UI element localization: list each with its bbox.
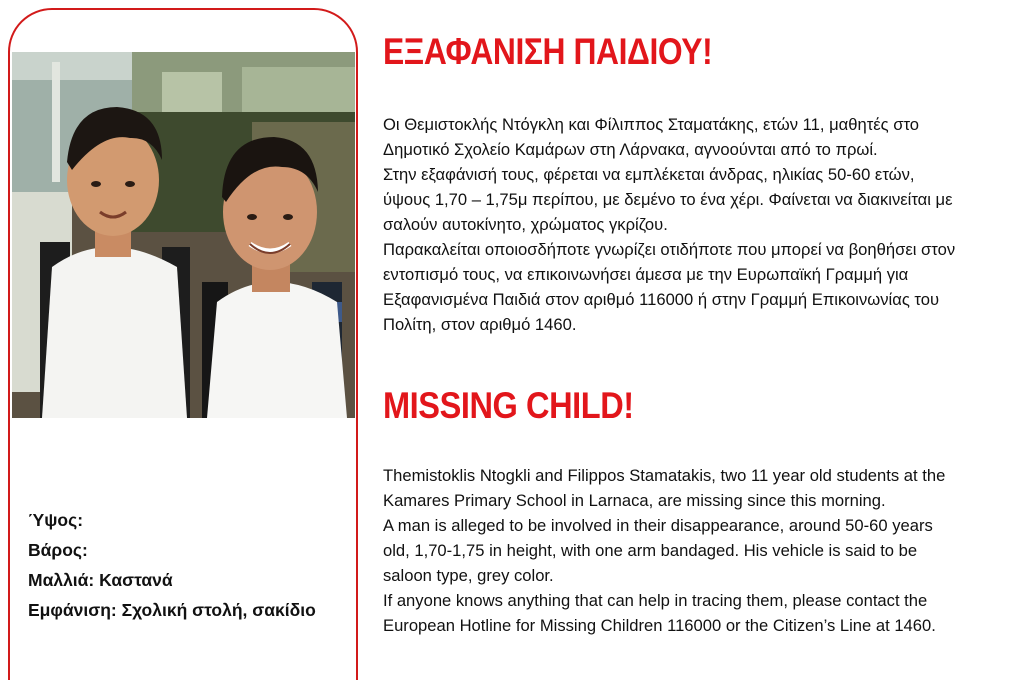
english-line: Kamares Primary School in Larnaca, are missing since this morning. xyxy=(383,491,886,510)
greek-headline: ΕΞΑΦΑΝΙΣΗ ΠΑΙΔΙΟΥ! xyxy=(383,31,713,72)
english-line: If anyone knows anything that can help in tracing them, please contact the xyxy=(383,591,928,610)
english-line: European Hotline for Missing Children 116000 or the Citizen’s Line at 1460. xyxy=(383,616,936,635)
english-line: saloon type, grey color. xyxy=(383,566,554,585)
greek-line: σαλούν αυτοκίνητο, χρώματος γκρίζου. xyxy=(383,215,668,234)
greek-line: Στην εξαφάνισή τους, φέρεται να εμπλέκεται άνδρας, ηλικίας 50-60 ετών, xyxy=(383,165,915,184)
greek-line: Οι Θεμιστοκλής Ντόγκλη και Φίλιππος Σταματάκης, ετών 11, μαθητές στο xyxy=(383,115,920,134)
greek-line: ύψους 1,70 – 1,75μ περίπου, με δεμένο το ένα χέρι. Φαίνεται να διακινείται με xyxy=(383,190,953,209)
greek-line: εντοπισμό τους, να επικοινωνήσει άμεσα με την Ευρωπαϊκή Γραμμή για xyxy=(383,265,909,284)
greek-line: Παρακαλείται οποιοσδήποτε γνωρίζει οτιδήποτε που μπορεί να βοηθήσει στον xyxy=(383,240,956,259)
physical-details xyxy=(28,505,348,625)
greek-line: Εξαφανισμένα Παιδιά στον αριθμό 116000 ή στην Γραμμή Επικοινωνίας του xyxy=(383,290,940,309)
english-body xyxy=(383,463,1015,638)
english-line: Themistoklis Ntogkli and Filippos Stamatakis, two 11 year old students at the xyxy=(383,466,946,485)
greek-line: Δημοτικό Σχολείο Καμάρων στη Λάρνακα, αγνοούνται από το πρωί. xyxy=(383,140,878,159)
children-photo xyxy=(12,52,355,418)
detail-hair: Μαλλιά: Καστανά xyxy=(28,570,173,590)
greek-line: Πολίτη, στον αριθμό 1460. xyxy=(383,315,577,334)
english-headline: MISSING CHILD! xyxy=(383,385,634,426)
detail-height: Ύψος: xyxy=(28,510,84,530)
detail-appearance: Εμφάνιση: Σχολική στολή, σακίδιο xyxy=(28,600,316,620)
children-photo-illustration xyxy=(12,52,355,418)
english-line: old, 1,70-1,75 in height, with one arm bandaged. His vehicle is said to be xyxy=(383,541,918,560)
greek-body xyxy=(383,112,1015,337)
detail-weight: Βάρος: xyxy=(28,540,88,560)
english-line: A man is alleged to be involved in their disappearance, around 50-60 years xyxy=(383,516,933,535)
